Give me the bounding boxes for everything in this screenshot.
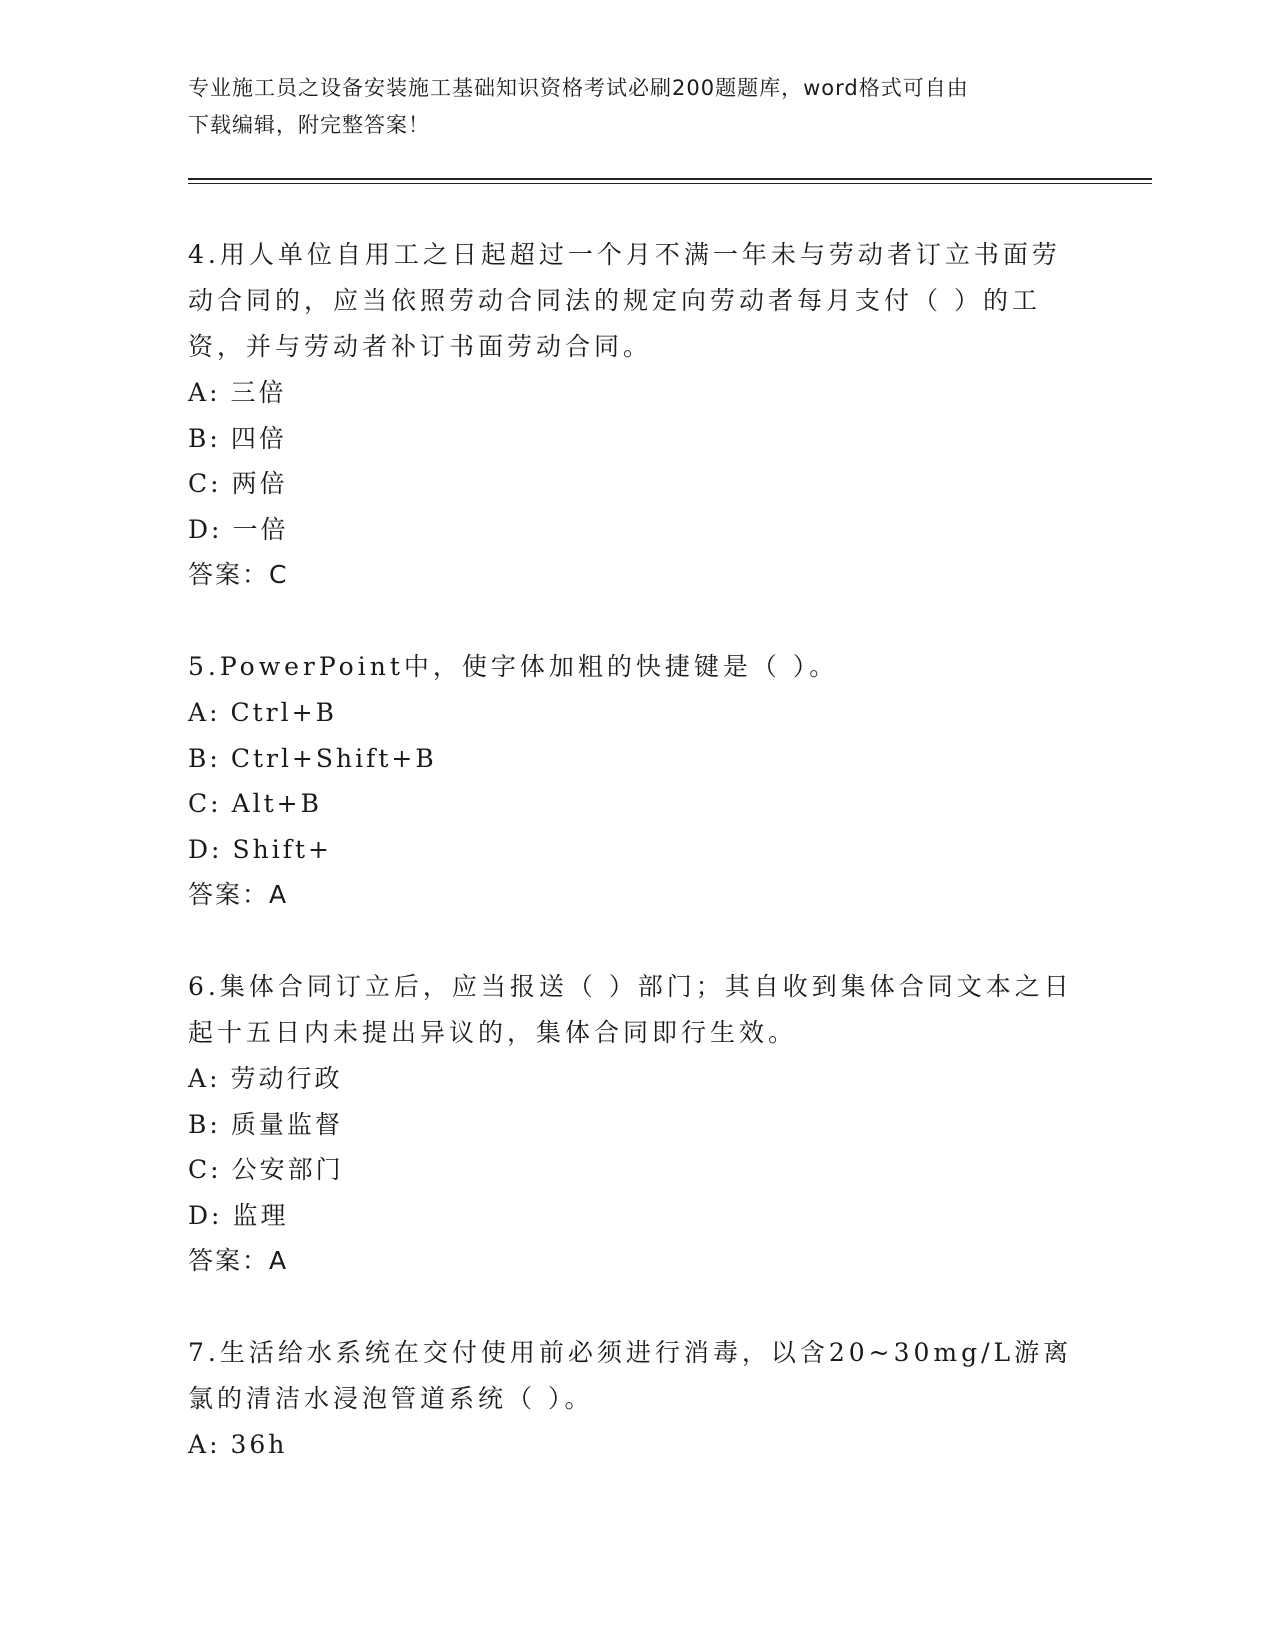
option-text: 监理 — [232, 1200, 289, 1230]
option-key: A — [188, 698, 210, 727]
option-key: C — [188, 789, 211, 818]
answer-label: 答案： — [188, 560, 270, 589]
question-5 — [188, 644, 1088, 918]
option-key: A — [188, 1064, 210, 1093]
answer-value: C — [269, 560, 289, 589]
option-text: Alt+B — [231, 789, 322, 818]
question-text: 6.集体合同订立后，应当报送（ ）部门；其自收到集体合同文本之日起十五日内未提出异议的，集体合同即行生效。 — [188, 972, 1073, 1047]
option-list — [188, 370, 1088, 552]
answer-value: A — [269, 1246, 289, 1275]
option-list — [188, 1422, 1088, 1468]
answer-label: 答案： — [188, 880, 270, 909]
option-key: A — [188, 1430, 210, 1459]
option-text: 劳动行政 — [230, 1064, 343, 1093]
option-text: 公安部门 — [231, 1155, 344, 1184]
option-text: Ctrl+Shift+B — [230, 743, 437, 773]
option-key: C — [188, 469, 211, 498]
option-c: C: Alt+B — [188, 789, 322, 818]
question-text: 5.PowerPoint中，使字体加粗的快捷键是（ ）。 — [188, 652, 839, 681]
option-b: B: 四倍 — [188, 423, 287, 453]
header-divider-thick — [188, 178, 1152, 180]
option-key: B — [188, 423, 210, 453]
option-key: B — [188, 743, 210, 773]
option-key: B — [188, 1109, 210, 1139]
option-key: D — [188, 834, 212, 864]
answer-label: 答案： — [188, 1246, 270, 1275]
header-line-1: 专业施工员之设备安装施工基础知识资格考试必刷200题题库，word格式可自由 — [188, 76, 969, 100]
option-list — [188, 690, 1088, 872]
option-a: A: 劳动行政 — [188, 1064, 343, 1093]
option-d: D: 监理 — [188, 1200, 289, 1230]
option-text: 两倍 — [231, 469, 288, 498]
option-a: A: 36h — [188, 1430, 288, 1459]
option-key: C — [188, 1155, 211, 1184]
option-key: A — [188, 378, 210, 407]
question-7 — [188, 1330, 1088, 1468]
question-6 — [188, 964, 1088, 1284]
header-divider-thin — [188, 183, 1152, 184]
option-list — [188, 1056, 1088, 1238]
option-c: C: 公安部门 — [188, 1155, 344, 1184]
option-b: B: 质量监督 — [188, 1109, 343, 1139]
option-text: 三倍 — [230, 378, 287, 407]
question-text: 7.生活给水系统在交付使用前必须进行消毒，以含20~30mg/L游离氯的清洁水浸泡管道系统（ ）。 — [188, 1338, 1073, 1413]
option-c: C: 两倍 — [188, 469, 288, 498]
option-key: D — [188, 514, 212, 544]
answer — [188, 872, 1088, 918]
option-d: D: Shift+ — [188, 834, 332, 864]
answer — [188, 552, 1088, 598]
option-a: A: 三倍 — [188, 378, 287, 407]
header-line-2: 下载编辑，附完整答案！ — [188, 113, 430, 137]
option-d: D: 一倍 — [188, 514, 289, 544]
option-text: 一倍 — [232, 514, 289, 544]
answer-value: A — [269, 880, 289, 909]
question-list — [188, 232, 1088, 1514]
option-text: 36h — [230, 1430, 288, 1459]
option-text: Ctrl+B — [230, 698, 337, 727]
question-text: 4.用人单位自用工之日起超过一个月不满一年未与劳动者订立书面劳动合同的，应当依照劳动合同法的规定向劳动者每月支付（ ）的工资，并与劳动者补订书面劳动合同。 — [188, 240, 1061, 361]
option-b: B: Ctrl+Shift+B — [188, 743, 437, 773]
option-text: Shift+ — [232, 834, 332, 864]
option-key: D — [188, 1200, 212, 1230]
option-text: 质量监督 — [230, 1109, 343, 1139]
document-header — [188, 70, 1088, 144]
option-a: A: Ctrl+B — [188, 698, 337, 727]
option-text: 四倍 — [230, 423, 287, 453]
question-4 — [188, 232, 1088, 598]
answer — [188, 1238, 1088, 1284]
